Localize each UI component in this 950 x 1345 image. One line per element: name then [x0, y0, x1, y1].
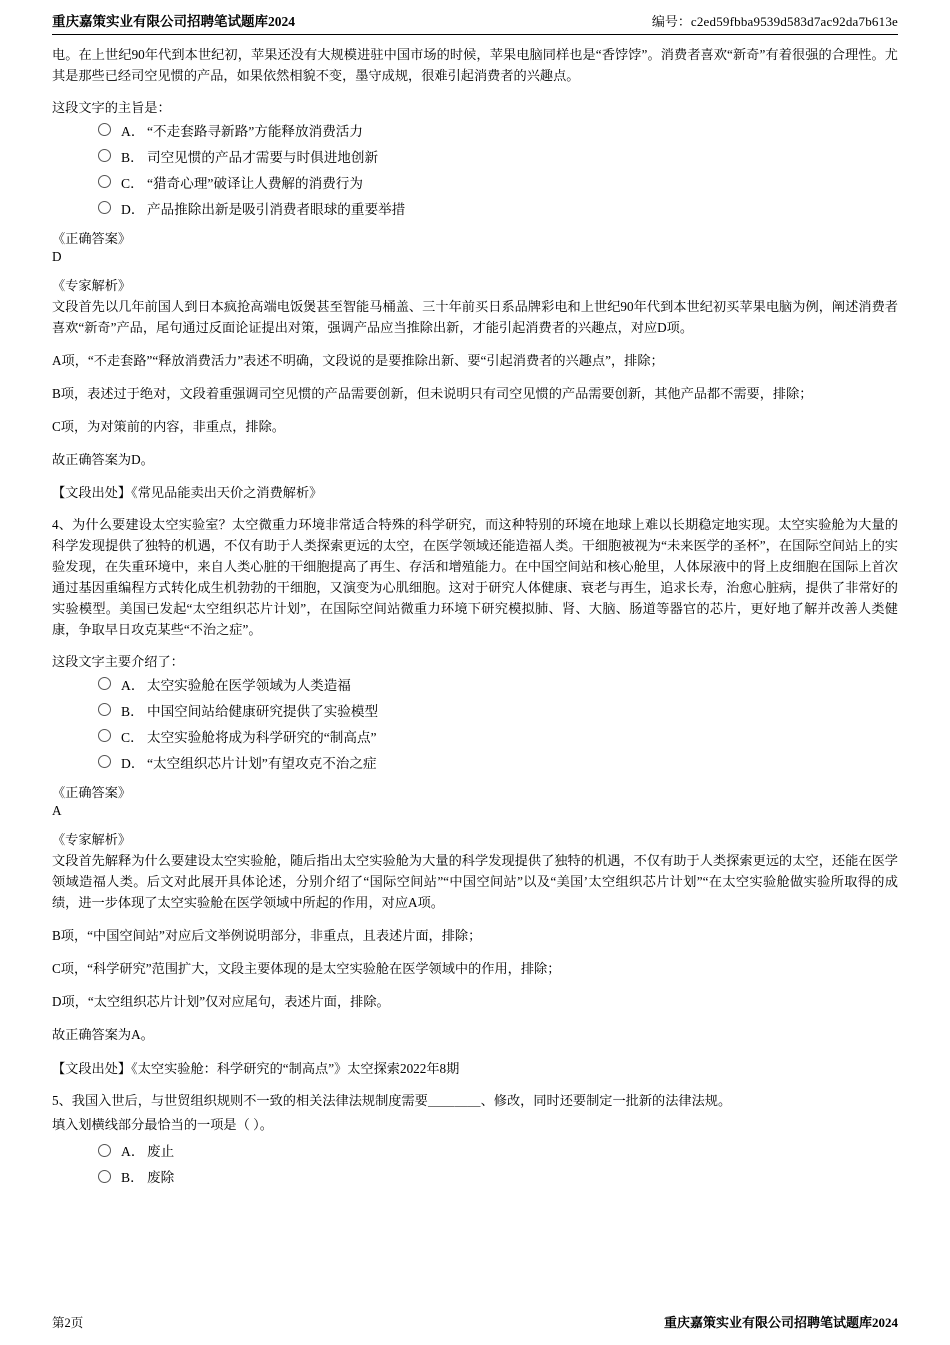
option-text: “太空组织芯片计划”有望攻克不治之症	[147, 755, 377, 771]
radio-icon[interactable]	[98, 149, 111, 162]
radio-icon[interactable]	[98, 677, 111, 690]
q3-lead: 这段文字的主旨是：	[52, 99, 171, 115]
option-letter: A．	[121, 123, 145, 139]
radio-icon[interactable]	[98, 703, 111, 716]
radio-icon[interactable]	[98, 123, 111, 136]
radio-icon[interactable]	[98, 201, 111, 214]
option-text: “不走套路寻新路”方能释放消费活力	[147, 123, 363, 139]
q3-source: 【文段出处】《常见品能卖出天价之消费解析》	[52, 485, 323, 501]
q4-answer-title: 《正确答案》	[52, 784, 132, 800]
option-letter: B．	[121, 703, 144, 719]
option-d[interactable]	[52, 198, 898, 218]
option-text: “猎奇心理”破译让人费解的消费行为	[147, 175, 363, 191]
option-a[interactable]	[52, 674, 898, 694]
q4-analysis-4: D项，“太空组织芯片计划”仅对应尾句，表述片面，排除。	[52, 994, 390, 1010]
option-text: 太空实验舱在医学领域为人类造福	[147, 677, 351, 693]
option-letter: A．	[121, 677, 145, 693]
option-c[interactable]	[52, 172, 898, 192]
q5-stem	[52, 1091, 898, 1112]
option-b[interactable]	[52, 146, 898, 166]
q4-source: 【文段出处】《太空实验舱：科学研究的“制高点”》太空探索2022年8期	[52, 1060, 460, 1076]
option-d[interactable]	[52, 752, 898, 772]
q3-analysis-3: B项，表述过于绝对，文段着重强调司空见惯的产品需要创新，但未说明只有司空见惯的产品需要创新，其他产品都不需要，排除；	[52, 386, 813, 402]
option-letter: B．	[121, 149, 144, 165]
q4-analysis-1: 文段首先解释为什么要建设太空实验舱，随后指出太空实验舱为大量的科学发现提供了独特的机遇，不仅有助于人类探索更远的太空，还能在医学领域造福人类。后文对此展开具体论述，分别介绍了“国际空间站”“中国空间站”以及“美国’太空组织芯片计划”“在太空实验舱做实验所取得的成绩，进一步体现了太空实验舱在医学领域中所起的作用，对应A项。	[52, 852, 898, 910]
header-code	[652, 11, 898, 30]
option-text: 产品推除出新是吸引消费者眼球的重要举措	[147, 201, 406, 217]
option-letter: C．	[121, 729, 144, 745]
q4-stem: 4、为什么要建设太空实验室？太空微重力环境非常适合特殊的科学研究，而这种特别的环境在地球上难以长期稳定地实现。太空实验舱为大量的科学发现提供了独特的机遇，不仅有助于人类探索更远的太空，在医学领域还能造福人类。干细胞被视为“未来医学的圣杯”，在国际空间站上的实验发现，在失重环境中，来自人类心脏的干细胞提高了再生、存活和增殖能力。在中国空间站和核心舱里，人体尿液中的肾上皮细胞在国际上首次通过基因重编程方式转化成生机勃勃的干细胞，又演变为心肌细胞。这对于研究人体健康、衰老与再生，追求长寿，治愈心脏病，提供了非常好的实验模型。美国已发起“太空组织芯片计划”，在国际空间站微重力环境下研究模拟肺、肾、大脑、肠道等器官的芯片，更好地了解并改善人类健康，争取早日攻克某些“不治之症”。	[52, 517, 898, 637]
option-text: 司空见惯的产品才需要与时俱进地创新	[147, 149, 379, 165]
q4-analysis-title: 《专家解析》	[52, 831, 132, 847]
radio-icon[interactable]	[98, 755, 111, 768]
radio-icon[interactable]	[98, 1144, 111, 1157]
option-a[interactable]	[52, 120, 898, 140]
q3-answer-title: 《正确答案》	[52, 230, 132, 246]
header-title: 重庆嘉策实业有限公司招聘笔试题库2024	[52, 14, 295, 29]
radio-icon[interactable]	[98, 1170, 111, 1183]
option-letter: D．	[121, 201, 145, 217]
q4-options	[52, 674, 898, 772]
option-b[interactable]	[52, 700, 898, 720]
q5-stem-part2: 、修改，同时还要制定一批新的法律法规。	[480, 1092, 732, 1108]
top-paragraph: 电。在上世纪90年代到本世纪初，苹果还没有大规模进驻中国市场的时候，苹果电脑同样也是“香饽饽”。消费者喜欢“新奇”有着很强的合理性。尤其是那些已经司空见惯的产品，如果依然相貌不变，墨守成规，很难引起消费者的兴趣点。	[52, 47, 898, 83]
q3-analysis-5: 故正确答案为D。	[52, 452, 154, 468]
q5-lead: 填入划横线部分最恰当的一项是（ ）。	[52, 1117, 273, 1133]
q3-options	[52, 120, 898, 218]
q3-analysis-4: C项，为对策前的内容，非重点，排除。	[52, 419, 285, 435]
q5-options	[52, 1140, 898, 1186]
q4-analysis-5: 故正确答案为A。	[52, 1027, 154, 1043]
radio-icon[interactable]	[98, 729, 111, 742]
option-c[interactable]	[52, 726, 898, 746]
q3-analysis-2: A项，“不走套路”“释放消费活力”表述不明确，文段说的是要推除出新、要“引起消费者的兴趣点”，排除；	[52, 352, 664, 368]
footer-page-number: 第2页	[52, 1316, 84, 1330]
option-text: 太空实验舱将成为科学研究的“制高点”	[147, 729, 377, 745]
q5-blank: ＿＿＿＿	[427, 1092, 481, 1108]
option-a[interactable]	[52, 1140, 898, 1160]
q3-answer: D	[52, 248, 62, 264]
q4-analysis-2: B项，“中国空间站”对应后文举例说明部分，非重点，且表述片面，排除；	[52, 928, 482, 943]
radio-icon[interactable]	[98, 175, 111, 188]
code-value: c2ed59fbba9539d583d7ac92da7b613e	[690, 14, 898, 29]
q5-stem-part1: 5、我国入世后，与世贸组织规则不一致的相关法律法规制度需要	[52, 1092, 428, 1108]
code-label: 编号：	[651, 14, 691, 29]
q3-analysis-title: 《专家解析》	[52, 277, 132, 293]
q4-lead: 这段文字主要介绍了：	[52, 653, 184, 669]
option-letter: D．	[121, 755, 145, 771]
option-text: 中国空间站给健康研究提供了实验模型	[147, 703, 379, 719]
option-letter: B．	[121, 1170, 144, 1186]
option-letter: A．	[121, 1144, 145, 1160]
option-text: 废除	[147, 1170, 175, 1186]
option-b[interactable]	[52, 1166, 898, 1186]
footer-title: 重庆嘉策实业有限公司招聘笔试题库2024	[663, 1315, 898, 1330]
page-footer	[52, 1312, 898, 1331]
option-letter: C．	[121, 175, 144, 191]
option-text: 废止	[147, 1144, 175, 1160]
q4-answer: A	[52, 802, 62, 818]
page-header	[52, 10, 898, 35]
q3-analysis-1: 文段首先以几年前国人到日本疯抢高端电饭煲甚至智能马桶盖、三十年前买日系品牌彩电和上世纪90年代到本世纪初买苹果电脑为例，阐述消费者喜欢“新奇”产品，尾句通过反面论证提出对策，强调产品应当推除出新，才能引起消费者的兴趣点，对应D项。	[52, 298, 898, 335]
q4-analysis-3: C项，“科学研究”范围扩大，文段主要体现的是太空实验舱在医学领域中的作用，排除；	[52, 961, 561, 977]
